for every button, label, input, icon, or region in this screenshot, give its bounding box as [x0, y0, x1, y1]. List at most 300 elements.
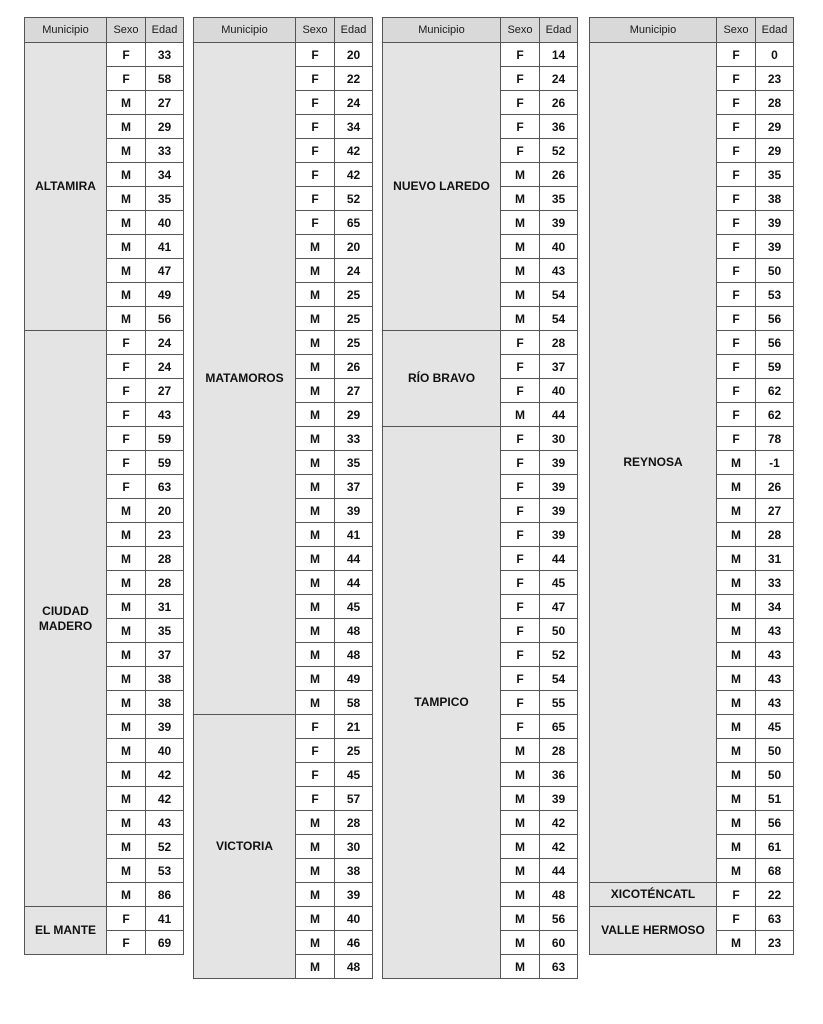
- sexo-cell: F: [717, 307, 756, 331]
- edad-cell: 48: [335, 643, 373, 667]
- edad-cell: 56: [146, 307, 184, 331]
- sexo-cell: F: [501, 643, 540, 667]
- edad-cell: 52: [146, 835, 184, 859]
- edad-cell: 40: [146, 211, 184, 235]
- edad-cell: 26: [540, 163, 578, 187]
- edad-cell: 26: [540, 91, 578, 115]
- sexo-cell: F: [107, 451, 146, 475]
- table-row: [383, 331, 578, 355]
- sexo-cell: M: [296, 595, 335, 619]
- sexo-cell: F: [717, 403, 756, 427]
- edad-cell: 49: [335, 667, 373, 691]
- sexo-cell: M: [296, 907, 335, 931]
- edad-cell: 53: [756, 283, 794, 307]
- sexo-cell: M: [107, 811, 146, 835]
- municipio-cell: RÍO BRAVO: [383, 331, 501, 427]
- edad-cell: 61: [756, 835, 794, 859]
- sexo-cell: M: [717, 547, 756, 571]
- header-sexo: Sexo: [296, 18, 335, 43]
- edad-cell: 41: [146, 907, 184, 931]
- edad-cell: 34: [335, 115, 373, 139]
- sexo-cell: M: [107, 163, 146, 187]
- edad-cell: 39: [756, 211, 794, 235]
- sexo-cell: F: [107, 379, 146, 403]
- edad-cell: 59: [146, 427, 184, 451]
- edad-cell: 20: [146, 499, 184, 523]
- header-edad: Edad: [146, 18, 184, 43]
- edad-cell: 54: [540, 307, 578, 331]
- edad-cell: 68: [756, 859, 794, 883]
- edad-cell: 33: [756, 571, 794, 595]
- sexo-cell: F: [717, 163, 756, 187]
- edad-cell: 55: [540, 691, 578, 715]
- header-municipio: Municipio: [25, 18, 107, 43]
- edad-cell: 35: [146, 187, 184, 211]
- sexo-cell: F: [296, 211, 335, 235]
- edad-cell: 56: [756, 331, 794, 355]
- edad-cell: 42: [335, 139, 373, 163]
- edad-cell: 28: [146, 547, 184, 571]
- sexo-cell: M: [107, 619, 146, 643]
- sexo-cell: M: [296, 835, 335, 859]
- edad-cell: 36: [540, 763, 578, 787]
- edad-cell: 43: [146, 403, 184, 427]
- edad-cell: 37: [335, 475, 373, 499]
- sexo-cell: M: [296, 427, 335, 451]
- header-row: [590, 18, 794, 43]
- sexo-cell: M: [717, 835, 756, 859]
- table-row: [590, 43, 794, 67]
- edad-cell: 42: [146, 763, 184, 787]
- sexo-cell: M: [296, 499, 335, 523]
- edad-cell: 54: [540, 667, 578, 691]
- edad-cell: 39: [540, 787, 578, 811]
- edad-cell: 39: [540, 499, 578, 523]
- table-row: [25, 907, 184, 931]
- edad-cell: 28: [335, 811, 373, 835]
- sexo-cell: M: [296, 331, 335, 355]
- edad-cell: 41: [335, 523, 373, 547]
- sexo-cell: M: [107, 307, 146, 331]
- header-municipio: Municipio: [194, 18, 296, 43]
- sexo-cell: M: [296, 931, 335, 955]
- sexo-cell: M: [717, 643, 756, 667]
- edad-cell: 25: [335, 307, 373, 331]
- sexo-cell: M: [717, 859, 756, 883]
- edad-cell: 38: [146, 667, 184, 691]
- table-row: [25, 43, 184, 67]
- edad-cell: 52: [540, 643, 578, 667]
- edad-cell: 31: [146, 595, 184, 619]
- edad-cell: 41: [146, 235, 184, 259]
- sexo-cell: M: [107, 547, 146, 571]
- sexo-cell: M: [717, 571, 756, 595]
- header-edad: Edad: [540, 18, 578, 43]
- edad-cell: 44: [335, 547, 373, 571]
- edad-cell: 47: [146, 259, 184, 283]
- edad-cell: 48: [335, 619, 373, 643]
- edad-cell: 24: [540, 67, 578, 91]
- edad-cell: 63: [540, 955, 578, 979]
- sexo-cell: M: [717, 451, 756, 475]
- data-table-2: [193, 17, 373, 979]
- edad-cell: 35: [146, 619, 184, 643]
- sexo-cell: M: [107, 235, 146, 259]
- edad-cell: 35: [335, 451, 373, 475]
- sexo-cell: F: [717, 187, 756, 211]
- edad-cell: 48: [540, 883, 578, 907]
- data-table-1: [24, 17, 184, 955]
- edad-cell: 28: [540, 331, 578, 355]
- table-row: [194, 715, 373, 739]
- edad-cell: 33: [146, 139, 184, 163]
- sexo-cell: M: [107, 499, 146, 523]
- edad-cell: 44: [540, 547, 578, 571]
- sexo-cell: F: [501, 667, 540, 691]
- edad-cell: 86: [146, 883, 184, 907]
- edad-cell: 52: [540, 139, 578, 163]
- edad-cell: 45: [335, 763, 373, 787]
- edad-cell: -1: [756, 451, 794, 475]
- edad-cell: 27: [756, 499, 794, 523]
- sexo-cell: M: [296, 307, 335, 331]
- edad-cell: 29: [146, 115, 184, 139]
- edad-cell: 26: [756, 475, 794, 499]
- municipio-cell: MATAMOROS: [194, 43, 296, 715]
- sexo-cell: M: [717, 595, 756, 619]
- sexo-cell: M: [107, 187, 146, 211]
- table-body: [194, 43, 373, 979]
- edad-cell: 40: [335, 907, 373, 931]
- edad-cell: 29: [335, 403, 373, 427]
- edad-cell: 26: [335, 355, 373, 379]
- sexo-cell: M: [296, 667, 335, 691]
- sexo-cell: F: [717, 211, 756, 235]
- edad-cell: 62: [756, 379, 794, 403]
- sexo-cell: M: [296, 811, 335, 835]
- sexo-cell: F: [296, 163, 335, 187]
- table-row: [590, 883, 794, 907]
- edad-cell: 33: [146, 43, 184, 67]
- edad-cell: 40: [540, 379, 578, 403]
- sexo-cell: F: [501, 451, 540, 475]
- sexo-cell: F: [107, 403, 146, 427]
- edad-cell: 50: [540, 619, 578, 643]
- edad-cell: 24: [146, 331, 184, 355]
- table-row: [383, 43, 578, 67]
- sexo-cell: F: [296, 739, 335, 763]
- sexo-cell: M: [296, 643, 335, 667]
- sexo-cell: M: [717, 739, 756, 763]
- header-municipio: Municipio: [590, 18, 717, 43]
- edad-cell: 39: [540, 523, 578, 547]
- sexo-cell: M: [501, 763, 540, 787]
- sexo-cell: M: [107, 259, 146, 283]
- edad-cell: 43: [756, 691, 794, 715]
- sexo-cell: M: [501, 739, 540, 763]
- sexo-cell: M: [107, 739, 146, 763]
- edad-cell: 43: [756, 643, 794, 667]
- sexo-cell: F: [107, 475, 146, 499]
- sexo-cell: M: [717, 667, 756, 691]
- edad-cell: 42: [335, 163, 373, 187]
- sexo-cell: M: [107, 787, 146, 811]
- edad-cell: 20: [335, 43, 373, 67]
- sexo-cell: M: [296, 235, 335, 259]
- sexo-cell: M: [296, 451, 335, 475]
- sexo-cell: M: [501, 211, 540, 235]
- sexo-cell: F: [501, 619, 540, 643]
- edad-cell: 25: [335, 283, 373, 307]
- sexo-cell: M: [501, 235, 540, 259]
- sexo-cell: M: [296, 571, 335, 595]
- sexo-cell: M: [107, 91, 146, 115]
- sexo-cell: M: [107, 595, 146, 619]
- edad-cell: 39: [146, 715, 184, 739]
- edad-cell: 36: [540, 115, 578, 139]
- sexo-cell: F: [501, 115, 540, 139]
- sexo-cell: F: [501, 715, 540, 739]
- data-table-3: [382, 17, 578, 979]
- edad-cell: 49: [146, 283, 184, 307]
- sexo-cell: M: [107, 571, 146, 595]
- edad-cell: 35: [540, 187, 578, 211]
- edad-cell: 27: [146, 91, 184, 115]
- edad-cell: 24: [146, 355, 184, 379]
- edad-cell: 37: [146, 643, 184, 667]
- edad-cell: 22: [756, 883, 794, 907]
- sexo-cell: M: [296, 379, 335, 403]
- sexo-cell: F: [107, 355, 146, 379]
- edad-cell: 65: [540, 715, 578, 739]
- sexo-cell: F: [296, 139, 335, 163]
- sexo-cell: M: [107, 139, 146, 163]
- sexo-cell: M: [501, 259, 540, 283]
- sexo-cell: M: [501, 883, 540, 907]
- data-table-4: [589, 17, 794, 955]
- sexo-cell: M: [501, 955, 540, 979]
- sexo-cell: F: [296, 91, 335, 115]
- sexo-cell: F: [717, 235, 756, 259]
- sexo-cell: M: [717, 691, 756, 715]
- edad-cell: 34: [756, 595, 794, 619]
- edad-cell: 50: [756, 259, 794, 283]
- table-row: [25, 331, 184, 355]
- sexo-cell: M: [107, 691, 146, 715]
- sexo-cell: F: [296, 43, 335, 67]
- edad-cell: 23: [756, 67, 794, 91]
- sexo-cell: F: [296, 715, 335, 739]
- sexo-cell: F: [717, 91, 756, 115]
- sexo-cell: F: [501, 355, 540, 379]
- sexo-cell: M: [107, 643, 146, 667]
- sexo-cell: M: [501, 859, 540, 883]
- sexo-cell: M: [501, 931, 540, 955]
- edad-cell: 52: [335, 187, 373, 211]
- edad-cell: 28: [756, 523, 794, 547]
- sexo-cell: F: [296, 787, 335, 811]
- sexo-cell: M: [717, 475, 756, 499]
- sexo-cell: F: [501, 547, 540, 571]
- sexo-cell: F: [501, 475, 540, 499]
- edad-cell: 59: [146, 451, 184, 475]
- municipio-cell: CIUDAD MADERO: [25, 331, 107, 907]
- edad-cell: 69: [146, 931, 184, 955]
- edad-cell: 63: [756, 907, 794, 931]
- sexo-cell: M: [296, 691, 335, 715]
- edad-cell: 48: [335, 955, 373, 979]
- edad-cell: 14: [540, 43, 578, 67]
- sexo-cell: F: [717, 883, 756, 907]
- edad-cell: 39: [756, 235, 794, 259]
- sexo-cell: M: [717, 811, 756, 835]
- sexo-cell: F: [717, 115, 756, 139]
- sexo-cell: M: [501, 307, 540, 331]
- edad-cell: 51: [756, 787, 794, 811]
- edad-cell: 65: [335, 211, 373, 235]
- sexo-cell: M: [296, 283, 335, 307]
- sexo-cell: M: [107, 211, 146, 235]
- sexo-cell: M: [107, 667, 146, 691]
- edad-cell: 39: [540, 211, 578, 235]
- edad-cell: 56: [756, 307, 794, 331]
- sexo-cell: F: [717, 907, 756, 931]
- sexo-cell: M: [296, 475, 335, 499]
- edad-cell: 38: [335, 859, 373, 883]
- edad-cell: 24: [335, 91, 373, 115]
- sexo-cell: M: [501, 163, 540, 187]
- header-sexo: Sexo: [501, 18, 540, 43]
- sexo-cell: M: [501, 403, 540, 427]
- edad-cell: 43: [756, 619, 794, 643]
- sexo-cell: F: [717, 283, 756, 307]
- table-body: [25, 43, 184, 955]
- edad-cell: 42: [540, 835, 578, 859]
- edad-cell: 42: [146, 787, 184, 811]
- sexo-cell: F: [501, 67, 540, 91]
- edad-cell: 25: [335, 331, 373, 355]
- edad-cell: 56: [756, 811, 794, 835]
- sexo-cell: M: [717, 715, 756, 739]
- edad-cell: 56: [540, 907, 578, 931]
- sexo-cell: F: [501, 499, 540, 523]
- edad-cell: 44: [540, 859, 578, 883]
- sexo-cell: F: [107, 907, 146, 931]
- edad-cell: 58: [146, 67, 184, 91]
- header-sexo: Sexo: [717, 18, 756, 43]
- header-row: [25, 18, 184, 43]
- sexo-cell: M: [107, 763, 146, 787]
- edad-cell: 28: [146, 571, 184, 595]
- header-row: [194, 18, 373, 43]
- edad-cell: 57: [335, 787, 373, 811]
- sexo-cell: F: [501, 571, 540, 595]
- sexo-cell: F: [717, 43, 756, 67]
- edad-cell: 20: [335, 235, 373, 259]
- sexo-cell: M: [717, 499, 756, 523]
- table-body: [383, 43, 578, 979]
- municipio-cell: VICTORIA: [194, 715, 296, 979]
- edad-cell: 44: [540, 403, 578, 427]
- municipio-cell: XICOTÉNCATL: [590, 883, 717, 907]
- municipio-cell: NUEVO LAREDO: [383, 43, 501, 331]
- edad-cell: 27: [146, 379, 184, 403]
- sexo-cell: M: [501, 835, 540, 859]
- sexo-cell: F: [501, 379, 540, 403]
- sexo-cell: M: [717, 763, 756, 787]
- edad-cell: 28: [756, 91, 794, 115]
- edad-cell: 0: [756, 43, 794, 67]
- edad-cell: 53: [146, 859, 184, 883]
- sexo-cell: F: [717, 331, 756, 355]
- sexo-cell: F: [107, 67, 146, 91]
- sexo-cell: F: [717, 379, 756, 403]
- edad-cell: 38: [146, 691, 184, 715]
- table-row: [383, 427, 578, 451]
- sexo-cell: F: [296, 115, 335, 139]
- edad-cell: 78: [756, 427, 794, 451]
- edad-cell: 37: [540, 355, 578, 379]
- edad-cell: 40: [146, 739, 184, 763]
- sexo-cell: M: [296, 883, 335, 907]
- edad-cell: 63: [146, 475, 184, 499]
- sexo-cell: F: [501, 139, 540, 163]
- sexo-cell: F: [501, 91, 540, 115]
- edad-cell: 43: [756, 667, 794, 691]
- table-row: [194, 43, 373, 67]
- sexo-cell: M: [107, 283, 146, 307]
- edad-cell: 23: [756, 931, 794, 955]
- sexo-cell: M: [717, 787, 756, 811]
- sexo-cell: F: [501, 331, 540, 355]
- edad-cell: 22: [335, 67, 373, 91]
- sexo-cell: F: [501, 595, 540, 619]
- sexo-cell: F: [501, 43, 540, 67]
- municipio-cell: TAMPICO: [383, 427, 501, 979]
- sexo-cell: F: [501, 523, 540, 547]
- sexo-cell: M: [501, 811, 540, 835]
- sexo-cell: M: [296, 859, 335, 883]
- edad-cell: 33: [335, 427, 373, 451]
- sexo-cell: M: [107, 859, 146, 883]
- edad-cell: 45: [756, 715, 794, 739]
- edad-cell: 39: [335, 499, 373, 523]
- sexo-cell: F: [107, 43, 146, 67]
- edad-cell: 24: [335, 259, 373, 283]
- sexo-cell: F: [717, 427, 756, 451]
- edad-cell: 44: [335, 571, 373, 595]
- sexo-cell: F: [717, 139, 756, 163]
- municipio-cell: REYNOSA: [590, 43, 717, 883]
- edad-cell: 35: [756, 163, 794, 187]
- edad-cell: 29: [756, 115, 794, 139]
- header-edad: Edad: [756, 18, 794, 43]
- edad-cell: 43: [146, 811, 184, 835]
- table-row: [590, 907, 794, 931]
- sexo-cell: M: [296, 619, 335, 643]
- sexo-cell: M: [107, 883, 146, 907]
- sexo-cell: M: [501, 787, 540, 811]
- header-sexo: Sexo: [107, 18, 146, 43]
- edad-cell: 45: [335, 595, 373, 619]
- edad-cell: 39: [335, 883, 373, 907]
- edad-cell: 29: [756, 139, 794, 163]
- sexo-cell: F: [717, 355, 756, 379]
- sexo-cell: F: [107, 427, 146, 451]
- sexo-cell: F: [501, 427, 540, 451]
- sexo-cell: F: [107, 931, 146, 955]
- edad-cell: 23: [146, 523, 184, 547]
